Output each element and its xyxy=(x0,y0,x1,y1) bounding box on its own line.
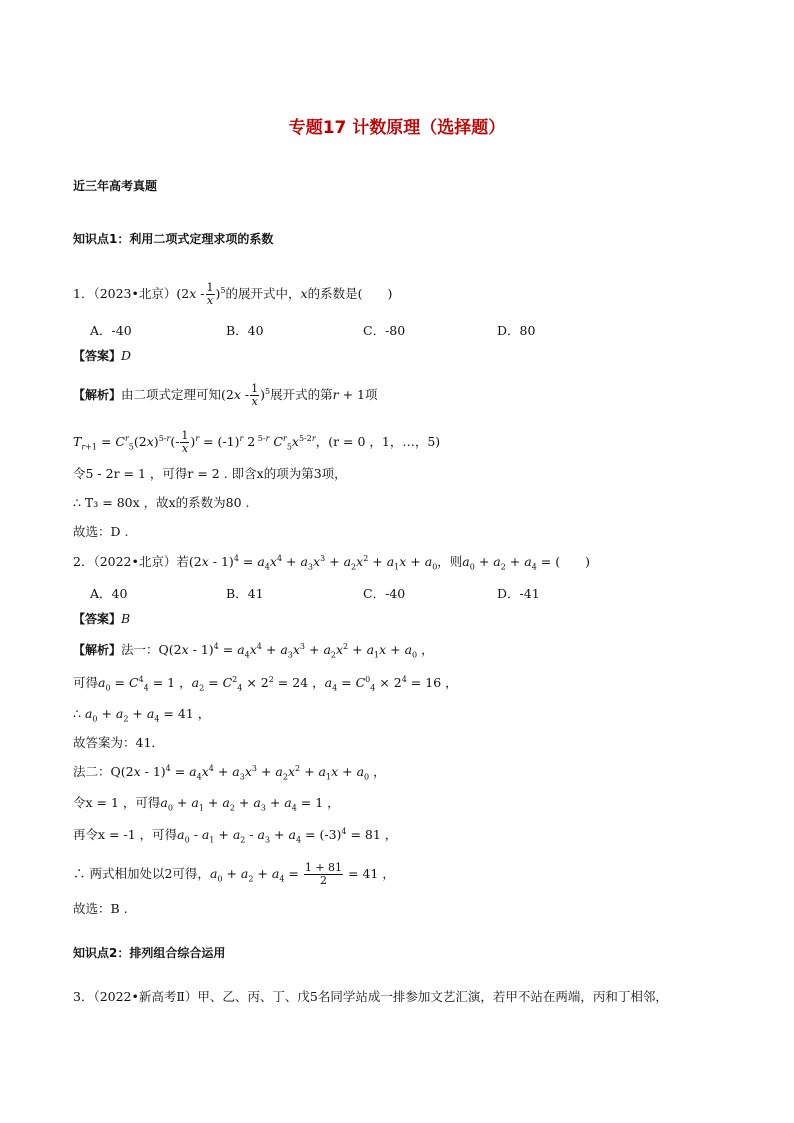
section-heading-recent: 近三年高考真题 xyxy=(73,179,158,193)
page-title: 专题17 计数原理（选择题） xyxy=(288,118,506,138)
question-1-stem: 1．（2023•北京）(2x - $\frac{1}{x}$ )$^5$的展开式中，x的系数是( ) xyxy=(73,281,393,307)
q2-analysis-line-7: 再令x = -1 ，可得$a_0 - a_1 + a_2 - a_3 + a_4 = (-3)^4 = 81$ ， xyxy=(73,826,398,845)
q1-option-a: A．-40 xyxy=(90,323,132,338)
q2-analysis-line-1: 【解析】法一：$Q(2x - 1)^4 = a_4x^4 + a_3x^3 + a_2x^2 + a_1x + a_0$ ， xyxy=(73,641,434,660)
q2-analysis-line-6: 令x = 1 ，可得$a_0 + a_1 + a_2 + a_3 + a_4 = 1$ ， xyxy=(73,795,340,813)
q2-option-a: A．40 xyxy=(90,586,128,601)
q2-answer: 【答案】B xyxy=(73,611,131,626)
q1-analysis-line-4: ∴ T₃ = 80x ，故x的系数为80 . xyxy=(73,495,250,510)
q2-analysis-line-3: ∴ $a_0 + a_2 + a_4 = 41$ ， xyxy=(73,706,211,724)
q1-answer: 【答案】D xyxy=(73,348,132,363)
question-3-stem: 3．（2022•新高考Ⅱ）甲、乙、丙、丁、戊5名同学站成一排参加文艺汇演，若甲不站在两端，丙和丁相邻， xyxy=(73,989,668,1004)
section-heading-kp1: 知识点1：利用二项式定理求项的系数 xyxy=(73,232,274,246)
question-2-stem: 2．（2022•北京）若$(2x - 1)^4 = a_4x^4 + a_3x^3 + a_2x^2 + a_1x + a_0$，则$a_0 + a_2 + a_4$ = ( ) xyxy=(73,553,590,572)
q2-analysis-line-5: 法二：$Q(2x - 1)^4 = a_4x^4 + a_3x^3 + a_2x^2 + a_1x + a_0$ ， xyxy=(73,763,386,782)
q1-option-b: B．40 xyxy=(226,323,264,338)
q2-option-b: B．41 xyxy=(226,586,264,601)
q1-option-c: C．-80 xyxy=(363,323,406,338)
q1-analysis-line-5: 故选：D . xyxy=(73,524,129,539)
q2-analysis-line-2: 可得$a_0 = C^4_4 = 1$ ，$a_2 = C^2_4 \times 2^2 = 24$ ，$a_4 = C^0_4 \times 2^4 = 16$ ， xyxy=(73,674,458,693)
q2-option-c: C．-40 xyxy=(363,586,406,601)
section-heading-kp2: 知识点2：排列组合综合运用 xyxy=(73,946,226,960)
q1-analysis-line-3: 令5 - 2r = 1 ，可得r = 2 . 即含x的项为第3项， xyxy=(73,466,347,481)
q1-analysis-line-2: $T_{r+1} = C^r_5(2x)^{5-r}(-$ $\frac{1}{x}$ )$^r = (-1)^r$ 2 $^{5-r}$ $C^r_5x^{5-2r}$，(r = 0 ，1，…，5) xyxy=(73,429,441,455)
q1-option-d: D．80 xyxy=(497,323,536,338)
q2-analysis-line-8: ∴ 两式相加处以2可得，$a_0 + a_2 + a_4$ = $\frac{1 + 81}{2}$ = 41 ， xyxy=(73,861,395,887)
q2-option-d: D．-41 xyxy=(497,586,540,601)
q2-analysis-line-9: 故选：B . xyxy=(73,901,128,916)
q2-analysis-line-4: 故答案为：41． xyxy=(73,735,164,750)
q1-analysis-line-1: 【解析】由二项式定理可知(2x - $\frac{1}{x}$ )$^5$展开式的第r + 1项 xyxy=(73,382,378,408)
